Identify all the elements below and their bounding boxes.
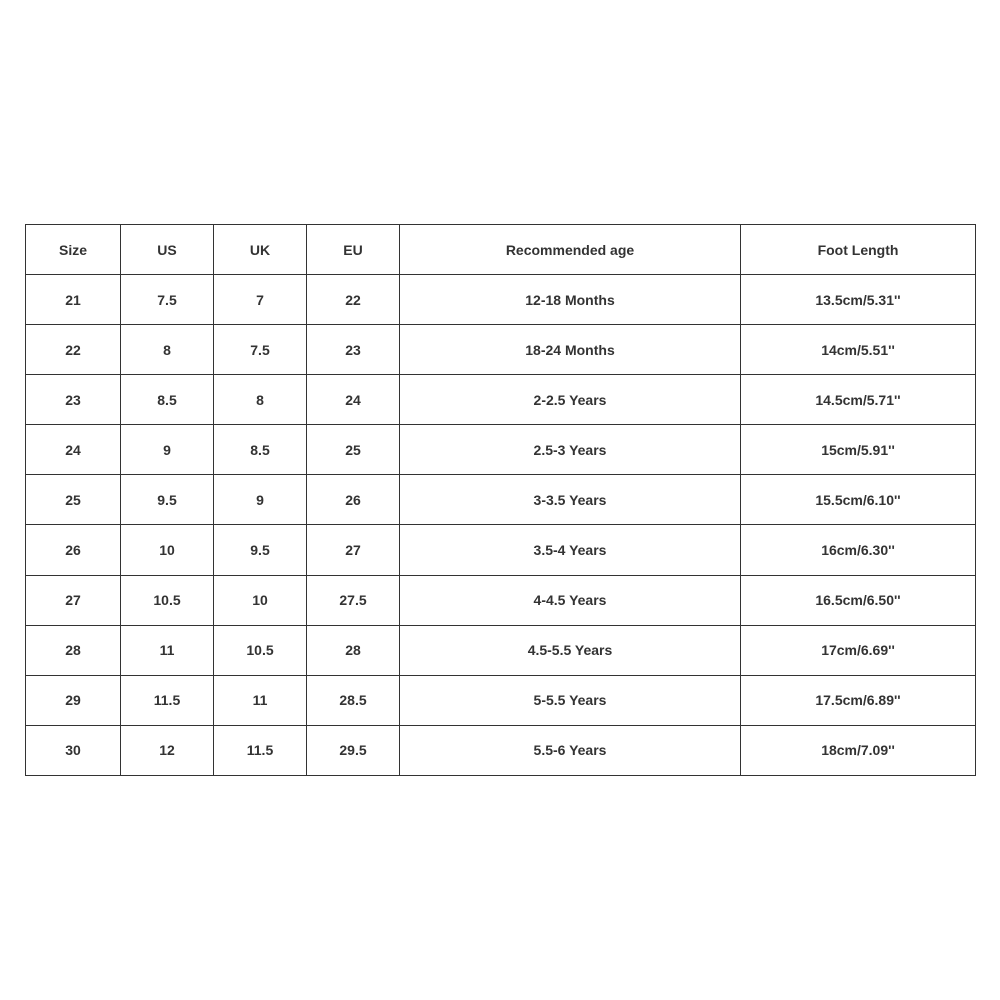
cell-us: 7.5 [121,275,214,325]
cell-uk: 7.5 [214,325,307,375]
cell-eu: 29.5 [307,725,400,775]
cell-recommended-age: 2.5-3 Years [400,425,741,475]
size-chart-table [25,224,976,776]
cell-size: 28 [26,625,121,675]
cell-size: 25 [26,475,121,525]
cell-us: 10 [121,525,214,575]
table-header [26,225,976,275]
cell-us: 12 [121,725,214,775]
cell-uk: 8.5 [214,425,307,475]
header-us: US [121,225,214,275]
cell-foot-length: 13.5cm/5.31'' [741,275,976,325]
cell-us: 9 [121,425,214,475]
cell-uk: 8 [214,375,307,425]
cell-uk: 11 [214,675,307,725]
cell-uk: 10.5 [214,625,307,675]
header-foot-length: Foot Length [741,225,976,275]
cell-uk: 9.5 [214,525,307,575]
cell-recommended-age: 12-18 Months [400,275,741,325]
cell-eu: 27 [307,525,400,575]
cell-foot-length: 15cm/5.91'' [741,425,976,475]
cell-recommended-age: 4.5-5.5 Years [400,625,741,675]
cell-uk: 7 [214,275,307,325]
cell-foot-length: 16cm/6.30'' [741,525,976,575]
cell-foot-length: 15.5cm/6.10'' [741,475,976,525]
cell-size: 26 [26,525,121,575]
cell-uk: 9 [214,475,307,525]
header-eu: EU [307,225,400,275]
table-row [26,275,976,325]
header-recommended-age: Recommended age [400,225,741,275]
header-row [26,225,976,275]
table-row [26,725,976,775]
table-row [26,475,976,525]
cell-size: 30 [26,725,121,775]
table-row [26,525,976,575]
cell-foot-length: 18cm/7.09'' [741,725,976,775]
cell-size: 29 [26,675,121,725]
cell-foot-length: 17cm/6.69'' [741,625,976,675]
cell-size: 23 [26,375,121,425]
table-row [26,425,976,475]
cell-recommended-age: 3.5-4 Years [400,525,741,575]
cell-size: 24 [26,425,121,475]
table-row [26,575,976,625]
table-body [26,275,976,776]
table-row [26,325,976,375]
cell-recommended-age: 2-2.5 Years [400,375,741,425]
cell-foot-length: 14.5cm/5.71'' [741,375,976,425]
cell-us: 9.5 [121,475,214,525]
cell-eu: 24 [307,375,400,425]
cell-size: 21 [26,275,121,325]
cell-eu: 23 [307,325,400,375]
cell-uk: 10 [214,575,307,625]
cell-us: 8.5 [121,375,214,425]
cell-eu: 26 [307,475,400,525]
cell-recommended-age: 4-4.5 Years [400,575,741,625]
cell-recommended-age: 5.5-6 Years [400,725,741,775]
table-row [26,625,976,675]
header-size: Size [26,225,121,275]
cell-us: 11.5 [121,675,214,725]
cell-size: 22 [26,325,121,375]
cell-eu: 28 [307,625,400,675]
cell-recommended-age: 18-24 Months [400,325,741,375]
header-uk: UK [214,225,307,275]
cell-eu: 25 [307,425,400,475]
cell-us: 10.5 [121,575,214,625]
table-row [26,375,976,425]
cell-eu: 27.5 [307,575,400,625]
cell-foot-length: 14cm/5.51'' [741,325,976,375]
cell-size: 27 [26,575,121,625]
cell-us: 11 [121,625,214,675]
cell-foot-length: 16.5cm/6.50'' [741,575,976,625]
cell-uk: 11.5 [214,725,307,775]
cell-eu: 28.5 [307,675,400,725]
cell-recommended-age: 3-3.5 Years [400,475,741,525]
cell-foot-length: 17.5cm/6.89'' [741,675,976,725]
cell-recommended-age: 5-5.5 Years [400,675,741,725]
cell-us: 8 [121,325,214,375]
cell-eu: 22 [307,275,400,325]
table-row [26,675,976,725]
